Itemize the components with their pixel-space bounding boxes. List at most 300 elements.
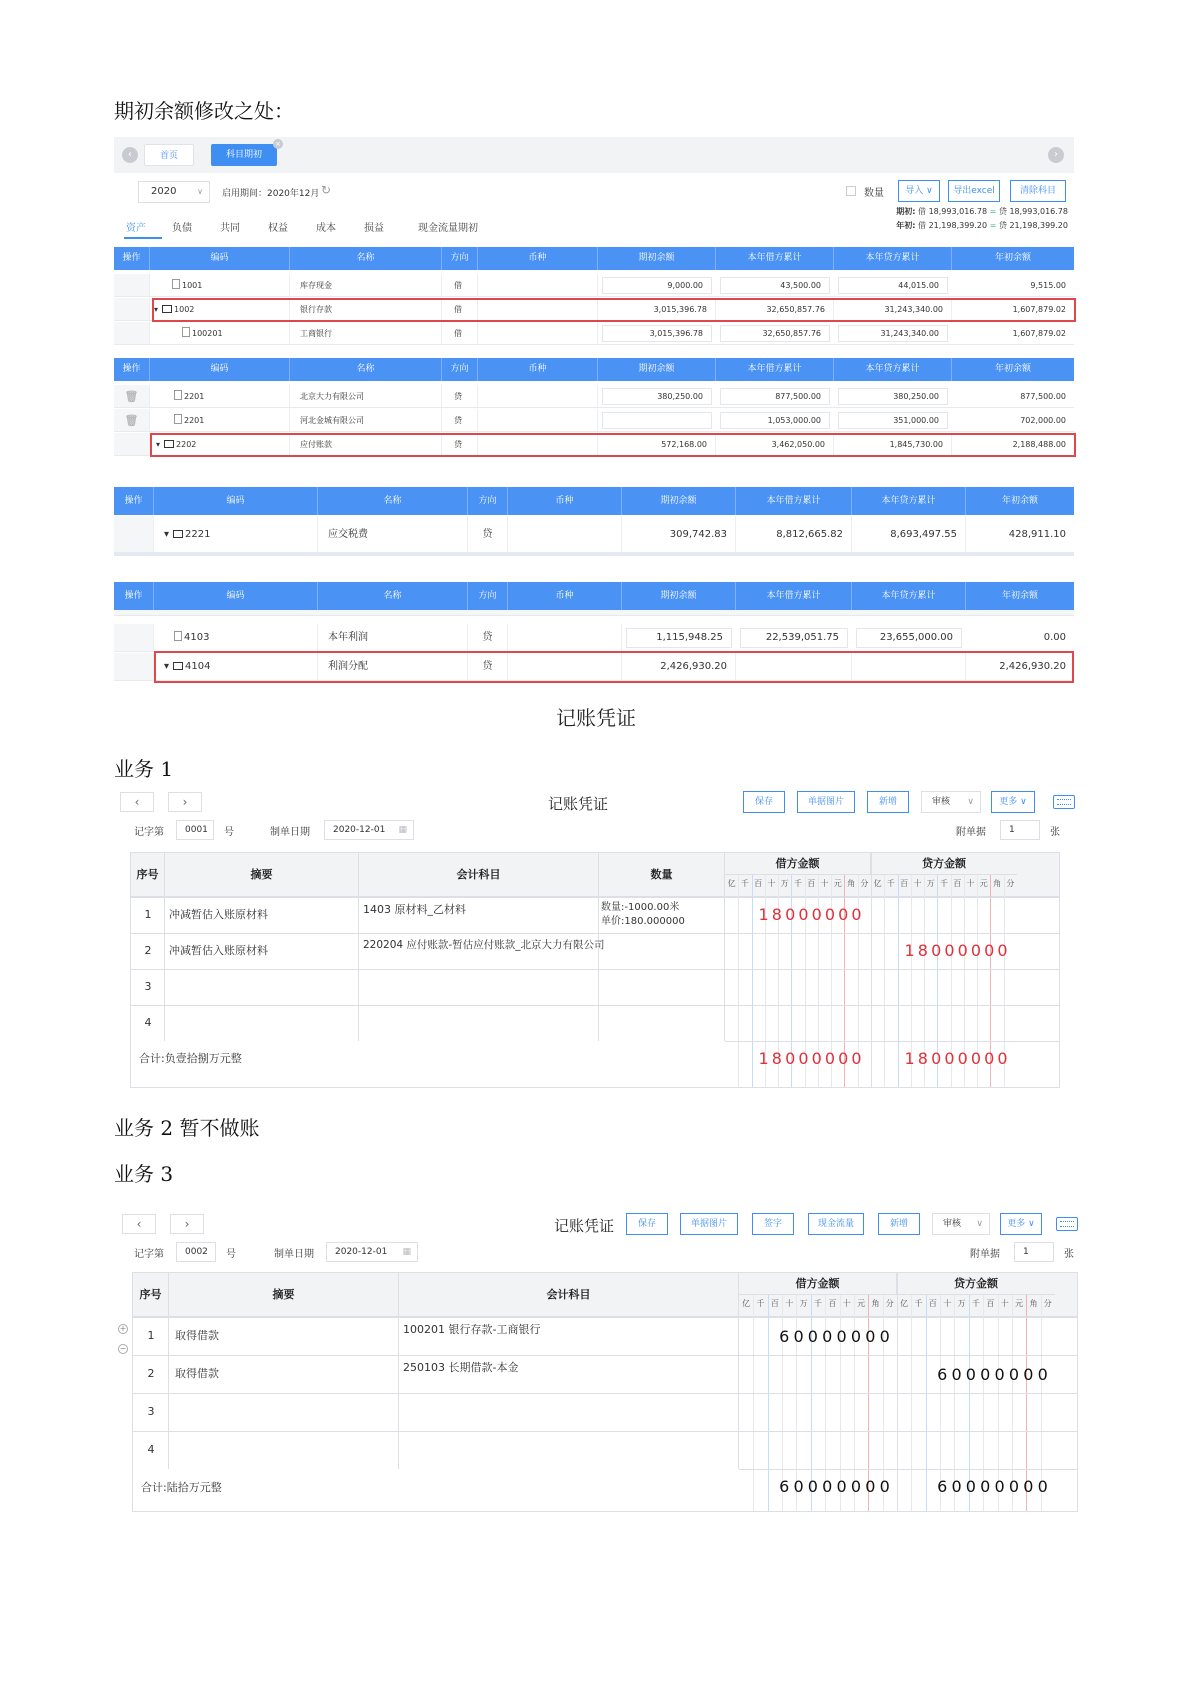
voucher-caption: 记账凭证 (556, 706, 636, 730)
amount-digit: 0 (951, 1477, 962, 1496)
row-code-value: 100201 (192, 329, 223, 338)
keyboard-icon[interactable] (1056, 1217, 1078, 1231)
hao-label: 号 (224, 827, 234, 838)
start-period-label: 启用期间：2020年12月 (222, 189, 320, 199)
header-seq-text: 序号 (136, 868, 159, 881)
row-currency (478, 409, 598, 431)
opening-input[interactable]: 3,015,396.78 (602, 325, 712, 342)
row-seq: 1 (144, 908, 152, 921)
row-subject[interactable]: 220204 应付账款-暂估应付账款_北京大力有限公司 (363, 939, 605, 951)
row-subject[interactable]: 250103 长期借款-本金 (403, 1361, 519, 1374)
amount-unit-label: 分 (1043, 1299, 1052, 1308)
voucher-table (130, 852, 1060, 1088)
amount-digit: 6 (937, 1365, 948, 1384)
row-code[interactable]: ▾ 2202 (156, 433, 290, 455)
row-code (182, 322, 290, 344)
amount-unit-label: 分 (885, 1299, 894, 1308)
import-button[interactable]: 导入 ∨ (898, 180, 940, 202)
amount-unit-label: 十 (842, 1299, 851, 1308)
amount-digit: 0 (785, 905, 796, 924)
voucher-title: 记账凭证 (548, 795, 609, 813)
header-subject-text: 会计科目 (456, 868, 501, 881)
amount-digit: 1 (904, 941, 915, 960)
debit-ytd-input[interactable]: 1,053,000.00 (720, 412, 830, 429)
header-seq-text: 序号 (139, 1288, 162, 1301)
quantity-checkbox[interactable] (846, 186, 856, 196)
amount-digit: 0 (997, 941, 1008, 960)
header-subject-text: 会计科目 (546, 1288, 591, 1301)
year-opening-value: 702,000.00 (1020, 416, 1066, 425)
add-row-icon[interactable]: + (119, 1324, 127, 1333)
amount-grid-line (753, 1295, 754, 1511)
debit-ytd-input[interactable]: 43,500.00 (720, 277, 830, 294)
row-seq: 1 (147, 1329, 155, 1342)
file-icon (174, 390, 182, 400)
row-code-value: 2202 (176, 440, 197, 449)
col-name: 名称 (290, 358, 442, 381)
export-excel-button[interactable]: 导出excel (948, 180, 1000, 202)
year-opening-value: 1,607,879.02 (1012, 305, 1066, 314)
amount-unit-label: 万 (926, 879, 935, 888)
subtab-assets[interactable]: 资产 (126, 223, 146, 234)
amount-digit: 0 (785, 1049, 796, 1068)
amount-digit: 0 (994, 1365, 1005, 1384)
table-header (114, 487, 1074, 515)
amount-digit: 0 (931, 941, 942, 960)
col-year-opening: 年初余额 (1001, 591, 1038, 601)
amount-unit-label: 角 (871, 1299, 880, 1308)
attach-count-input[interactable]: 1 (1000, 820, 1040, 840)
row-debit-amount[interactable] (757, 905, 863, 924)
amount-grid-line (926, 1295, 927, 1511)
amount-digit: 0 (957, 941, 968, 960)
total-row-mask (133, 1469, 739, 1511)
amount-unit-label: 千 (939, 879, 948, 888)
amount-unit-label: 十 (767, 879, 776, 888)
row-op-cell (114, 274, 150, 296)
amount-unit-label: 千 (756, 1299, 765, 1308)
amount-unit-label: 千 (914, 1299, 923, 1308)
amount-group-divider (897, 1273, 898, 1511)
amount-unit-label: 十 (1000, 1299, 1009, 1308)
row-summary[interactable]: 取得借款 (175, 1329, 219, 1342)
cashflow-button[interactable]: 现金流量 (808, 1213, 864, 1235)
row-op-cell (114, 385, 150, 407)
row-credit-amount[interactable] (935, 1365, 1050, 1384)
col-opening: 期初余额 (598, 247, 716, 270)
amount-digit: 0 (850, 1477, 862, 1496)
file-icon (174, 631, 182, 641)
refresh-icon[interactable]: ↻ (321, 183, 332, 197)
calendar-icon: ▦ (398, 825, 407, 835)
file-icon (182, 327, 190, 337)
row-seq: 2 (147, 1367, 155, 1380)
opening-input[interactable]: 1,115,948.25 (626, 628, 732, 648)
col-name: 名称 (318, 582, 468, 610)
amount-digit: 0 (965, 1477, 976, 1496)
col-opening: 期初余额 (598, 358, 716, 381)
header-credit: 贷方金额 (897, 1273, 1055, 1295)
amount-unit-label: 元 (1015, 1299, 1024, 1308)
tab-subject-opening[interactable]: 科目期初 (211, 144, 277, 166)
amount-unit-label: 亿 (742, 1299, 751, 1308)
row-code (174, 409, 290, 431)
keyboard-icon[interactable] (1053, 795, 1075, 809)
year-select[interactable] (138, 181, 210, 203)
nav-right-icon[interactable]: › (1048, 147, 1064, 163)
col-code: 编码 (154, 487, 318, 515)
date-label: 制单日期 (274, 1249, 314, 1260)
col-currency: 币种 (508, 582, 622, 610)
date-value: 2020-12-01 (335, 1247, 388, 1257)
amount-digit: 0 (984, 941, 995, 960)
amount-unit-label: 角 (1029, 1299, 1038, 1308)
amount-digit: 1 (758, 1049, 769, 1068)
credit-ytd-input[interactable]: 44,015.00 (838, 277, 948, 294)
amount-digit: 0 (970, 1049, 982, 1068)
file-icon (174, 414, 182, 424)
amount-unit-label: 元 (857, 1299, 866, 1308)
amount-grid-line (738, 875, 739, 1087)
attach-label: 附单据 (970, 1249, 1000, 1260)
calendar-icon: ▦ (402, 1247, 411, 1257)
col-currency: 币种 (508, 487, 622, 515)
row-seq: 4 (147, 1443, 155, 1456)
file-icon (172, 279, 180, 289)
amount-unit-label: 元 (979, 879, 988, 888)
credit-ytd-input[interactable]: 31,243,340.00 (838, 325, 948, 342)
trash-icon[interactable]: 🗑 (124, 414, 139, 427)
amount-digit: 0 (1008, 1365, 1020, 1384)
row-op-cell (114, 409, 150, 431)
save-button[interactable]: 保存 (626, 1213, 668, 1235)
total-label: 合计:负壹拾捌万元整 (139, 1052, 242, 1065)
header-debit: 借方金额 (725, 853, 871, 875)
row-seq: 4 (144, 1016, 152, 1029)
more-button[interactable]: 更多 ∨ (1000, 1213, 1042, 1235)
amount-digit: 0 (793, 1327, 804, 1346)
col-year-opening: 年初余额 (1001, 496, 1038, 506)
amount-grid-line (884, 875, 885, 1087)
amount-unit-label: 亿 (873, 879, 882, 888)
row-code-value: 1002 (174, 305, 195, 314)
subtab-cost[interactable]: 成本 (316, 223, 336, 234)
opening-value: 2,426,930.20 (622, 653, 736, 680)
row-op-cell (114, 322, 150, 344)
row-dir: 贷 (454, 433, 478, 455)
amount-digit: 0 (931, 1049, 942, 1068)
chevron-down-icon: ∨ (197, 187, 203, 196)
col-credit-ytd: 本年贷方累计 (834, 247, 952, 270)
col-op: 操作 (114, 582, 154, 610)
amount-unit-label: 十 (913, 879, 922, 888)
amount-unit-label: 百 (953, 879, 962, 888)
row-dir: 贷 (454, 409, 478, 431)
totals-summary (896, 205, 1068, 233)
year-opening-value: 877,500.00 (1020, 392, 1066, 401)
active-tab-indicator (124, 237, 162, 239)
scroll-cut-row (114, 610, 1074, 616)
row-code-value: 4104 (185, 661, 211, 672)
row-op-cell (114, 653, 154, 680)
prev-button[interactable]: ‹ (120, 792, 154, 812)
amount-digit: 0 (1037, 1477, 1048, 1496)
amount-unit-label: 分 (1006, 879, 1015, 888)
row-name: 河北金城有限公司 (300, 409, 442, 431)
doc-image-button[interactable]: 单据图片 (797, 791, 855, 813)
voucher-1 (118, 790, 1078, 1100)
amount-digit: 6 (779, 1327, 790, 1346)
debit-ytd-input[interactable]: 22,539,051.75 (740, 628, 848, 648)
amount-unit-label: 十 (820, 879, 829, 888)
review-label: 审核 (943, 1219, 962, 1229)
row-qty-price: 单价:180.000000 (601, 916, 685, 927)
review-select[interactable] (932, 1213, 990, 1235)
credit-ytd-value: 8,693,497.55 (852, 516, 966, 552)
row-code[interactable]: ▾ 2221 (164, 516, 318, 552)
amount-digit: 0 (811, 905, 822, 924)
row-dir: 贷 (468, 516, 508, 552)
amount-digit: 0 (944, 1049, 955, 1068)
voucher-title: 记账凭证 (554, 1217, 615, 1235)
zhang-label: 张 (1064, 1249, 1074, 1260)
row-code[interactable]: ▾ 4104 (164, 653, 318, 680)
date-input[interactable] (324, 820, 414, 840)
voucher-number-input[interactable]: 0001 (176, 820, 214, 840)
voucher-table (132, 1272, 1078, 1512)
year-opening-value: 2,426,930.20 (999, 661, 1066, 672)
year-opening-value: 428,911.10 (1008, 529, 1066, 540)
amount-unit-label: 十 (966, 879, 975, 888)
subtab-cashflow-opening[interactable]: 现金流量期初 (418, 223, 478, 234)
row-name: 工商银行 (300, 322, 442, 344)
next-button[interactable]: › (170, 1214, 204, 1234)
clear-subject-button[interactable]: 清除科目 (1010, 180, 1066, 202)
voucher-number-input[interactable]: 0002 (176, 1242, 216, 1262)
row-op-cell (114, 624, 154, 651)
date-input[interactable] (326, 1242, 418, 1262)
row-name: 银行存款 (300, 298, 442, 320)
row-op-cell (114, 433, 150, 455)
row-credit-amount[interactable] (903, 941, 1009, 960)
row-subject[interactable]: 100201 银行存款-工商银行 (403, 1323, 541, 1336)
subtab-liabilities[interactable]: 负债 (172, 223, 192, 234)
debit-ytd-input[interactable]: 32,650,857.76 (720, 325, 830, 342)
amount-digit: 0 (997, 1049, 1008, 1068)
amount-digit: 0 (1023, 1365, 1034, 1384)
row-subject[interactable]: 1403 原材料_乙材料 (363, 903, 466, 916)
amount-unit-label: 百 (754, 879, 763, 888)
amount-digit: 0 (865, 1477, 876, 1496)
amount-unit-label: 千 (793, 879, 802, 888)
amount-digit: 0 (994, 1477, 1005, 1496)
amount-digit: 0 (980, 1477, 991, 1496)
voucher-3 (118, 1212, 1080, 1532)
row-name: 本年利润 (318, 624, 468, 651)
business-2-heading: 业务 2 暂不做账 (114, 1116, 260, 1140)
row-code[interactable]: ▾ 1002 (154, 298, 290, 320)
table-row (114, 274, 1074, 297)
row-seq: 3 (147, 1405, 155, 1418)
amount-digit: 0 (980, 1365, 991, 1384)
header-debit: 借方金额 (739, 1273, 897, 1295)
amount-digit: 0 (824, 1049, 836, 1068)
amount-unit-label: 角 (993, 879, 1002, 888)
next-button[interactable]: › (168, 792, 202, 812)
amount-unit-label: 万 (780, 879, 789, 888)
row-name: 应交税费 (318, 516, 468, 552)
opening-value: 309,742.83 (622, 516, 736, 552)
subtab-profit-loss[interactable]: 损益 (364, 223, 384, 234)
row-name: 应付账款 (300, 433, 442, 455)
row-qty-amount: 数量:-1000.00米 (601, 902, 680, 913)
amount-unit-label: 万 (799, 1299, 808, 1308)
col-credit-ytd: 本年贷方累计 (834, 358, 952, 381)
amount-digit: 0 (851, 1049, 862, 1068)
col-name: 名称 (290, 247, 442, 270)
row-code-value: 2201 (184, 416, 205, 425)
amount-unit-label: 千 (813, 1299, 822, 1308)
row-dir: 贷 (468, 624, 508, 651)
debit-ytd-input[interactable]: 877,500.00 (720, 388, 830, 405)
row-name: 库存现金 (300, 274, 442, 296)
amount-digit: 0 (838, 1049, 849, 1068)
amount-digit: 0 (836, 1327, 847, 1346)
col-op: 操作 (114, 358, 150, 381)
col-name: 名称 (318, 487, 468, 515)
add-button[interactable]: 新增 (878, 1213, 920, 1235)
amount-group-divider (871, 853, 872, 1087)
opening-input[interactable]: 9,000.00 (602, 277, 712, 294)
opening-input[interactable]: 380,250.00 (602, 388, 712, 405)
col-op: 操作 (114, 247, 150, 270)
subtab-equity[interactable]: 权益 (268, 223, 288, 234)
total-label: 合计:陆拾万元整 (141, 1481, 222, 1494)
row-debit-amount[interactable] (777, 1327, 892, 1346)
amount-digit: 0 (1008, 1477, 1020, 1496)
row-seq: 3 (144, 980, 152, 993)
amount-grid-line (898, 875, 899, 1087)
hao-label: 号 (226, 1249, 236, 1260)
row-code (172, 274, 290, 296)
row-summary[interactable]: 冲减暂估入账原材料 (169, 908, 268, 921)
review-select[interactable] (921, 791, 981, 813)
amount-unit-label: 百 (928, 1299, 937, 1308)
amount-digit: 0 (793, 1477, 804, 1496)
col-dir: 方向 (468, 582, 508, 610)
highlight-box (154, 651, 1074, 683)
date-label: 制单日期 (270, 827, 310, 838)
credit-ytd-input[interactable]: 380,250.00 (838, 388, 948, 405)
add-button[interactable]: 新增 (867, 791, 909, 813)
amount-unit-label: 百 (986, 1299, 995, 1308)
debit-ytd-value: 3,462,050.00 (716, 433, 834, 455)
row-code-value: 4103 (184, 632, 210, 643)
tab-home[interactable]: 首页 (144, 144, 194, 166)
table-row (114, 624, 1074, 652)
total-credit (935, 1477, 1050, 1496)
amount-digit: 0 (850, 1327, 862, 1346)
row-summary[interactable]: 冲减暂估入账原材料 (169, 944, 268, 957)
tab-bar (114, 137, 1074, 173)
qc-debit-total: 借 18,993,016.78 (918, 207, 988, 216)
amount-unit-label: 分 (860, 879, 869, 888)
col-year-opening: 年初余额 (994, 253, 1031, 263)
nav-left-icon[interactable]: ‹ (122, 147, 138, 163)
amount-digit: 0 (957, 1049, 968, 1068)
amount-digit: 0 (807, 1327, 818, 1346)
col-debit-ytd: 本年借方累计 (736, 487, 852, 515)
amount-grid-line (911, 1295, 912, 1511)
business-1-heading: 业务 1 (114, 757, 174, 781)
attach-count-input[interactable]: 1 (1014, 1242, 1054, 1262)
row-dir: 贷 (454, 385, 478, 407)
total-debit (777, 1477, 892, 1496)
amount-digit: 1 (758, 905, 769, 924)
col-debit-ytd: 本年借方累计 (736, 582, 852, 610)
more-button[interactable]: 更多 ∨ (991, 791, 1035, 813)
amount-digit: 0 (838, 905, 849, 924)
doc-image-button[interactable]: 单据图片 (680, 1213, 738, 1235)
credit-ytd-input[interactable]: 23,655,000.00 (856, 628, 962, 648)
table-row (114, 322, 1074, 345)
equals-sign: = (989, 221, 997, 230)
amount-digit: 0 (1023, 1477, 1034, 1496)
table-row (114, 409, 1074, 432)
amount-digit: 0 (822, 1477, 833, 1496)
opening-value: 3,015,396.78 (598, 298, 716, 320)
close-icon[interactable]: × (273, 139, 283, 149)
sign-button[interactable]: 签字 (752, 1213, 794, 1235)
row-summary[interactable]: 取得借款 (175, 1367, 219, 1380)
prev-button[interactable]: ‹ (122, 1214, 156, 1234)
trash-icon[interactable]: 🗑 (124, 390, 139, 403)
chevron-down-icon: ∨ (967, 797, 974, 807)
row-name: 北京大力有限公司 (300, 385, 442, 407)
table-row (114, 385, 1074, 408)
save-button[interactable]: 保存 (743, 791, 785, 813)
nc-total-label: 年初: (896, 221, 916, 230)
amount-grid-line (768, 1295, 769, 1511)
year-opening-value: 1,607,879.02 (1012, 329, 1066, 338)
amount-digit: 0 (965, 1365, 976, 1384)
col-debit-ytd: 本年借方累计 (716, 247, 834, 270)
nc-debit-total: 借 21,198,399.20 (918, 221, 988, 230)
col-credit-ytd: 本年贷方累计 (852, 487, 966, 515)
col-code: 编码 (150, 358, 290, 381)
row-qty[interactable] (601, 901, 725, 929)
row-name: 利润分配 (318, 653, 468, 680)
amount-digit: 0 (811, 1049, 822, 1068)
amount-unit-label: 千 (886, 879, 895, 888)
amount-digit: 0 (865, 1327, 876, 1346)
opening-input[interactable] (602, 412, 712, 429)
subtab-common[interactable]: 共同 (220, 223, 240, 234)
nc-credit-total: 贷 21,198,399.20 (998, 221, 1068, 230)
amount-digit: 0 (822, 1327, 833, 1346)
row-code (174, 624, 318, 651)
zhang-label: 张 (1050, 827, 1060, 838)
amount-digit: 0 (879, 1327, 890, 1346)
year-opening-value: 0.00 (1043, 632, 1066, 643)
row-op-cell (114, 298, 150, 320)
amount-digit: 8 (917, 1049, 928, 1068)
remove-row-icon[interactable]: − (119, 1344, 127, 1353)
credit-ytd-input[interactable]: 351,000.00 (838, 412, 948, 429)
col-credit-ytd: 本年贷方累计 (852, 582, 966, 610)
amount-digit: 0 (879, 1477, 890, 1496)
col-year-opening: 年初余额 (994, 364, 1031, 374)
